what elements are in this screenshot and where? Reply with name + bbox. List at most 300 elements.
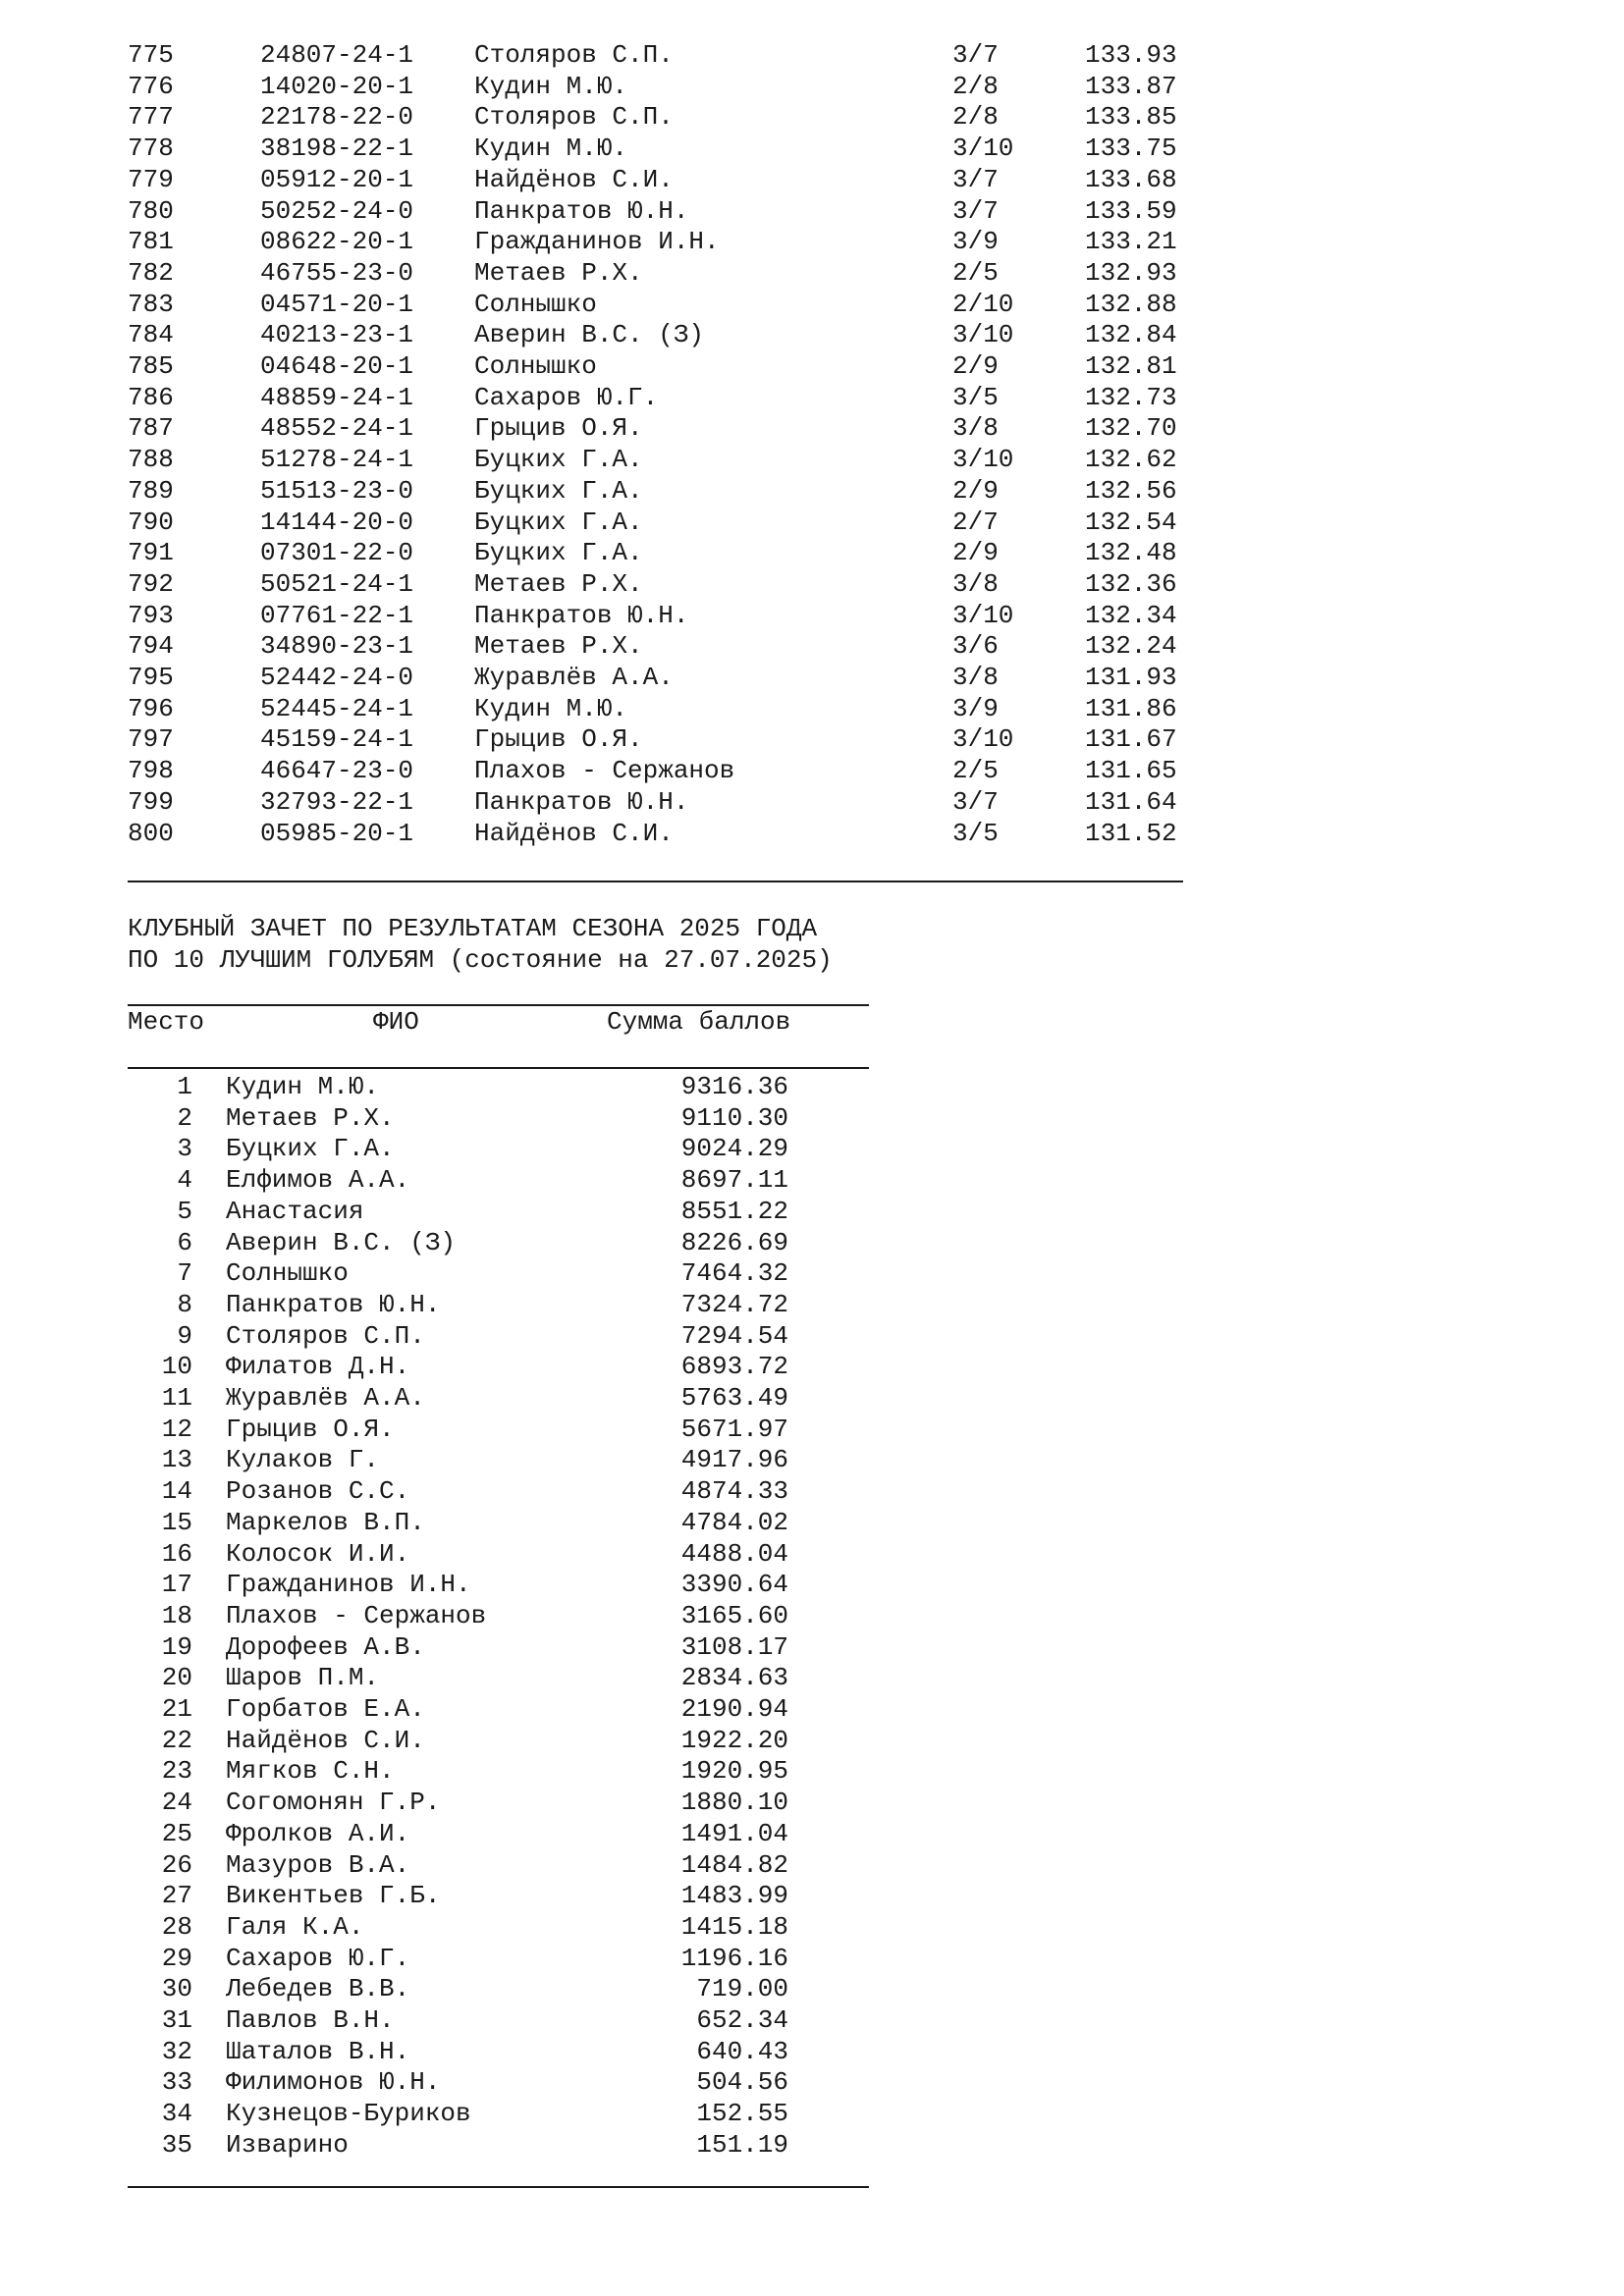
result-ring-id: 14144-20-0 — [260, 507, 414, 537]
result-score: 132.81 — [1085, 351, 1177, 381]
result-number: 775 — [128, 40, 174, 70]
result-owner-name: Аверин В.С. (З) — [474, 320, 705, 350]
club-header-rule-bottom — [128, 1067, 869, 1069]
club-standing-row — [0, 1725, 788, 1756]
results-row — [0, 164, 1177, 195]
result-ring-id: 46755-23-0 — [260, 257, 414, 288]
club-member-name: Горбатов Е.А. — [226, 1694, 425, 1724]
result-fraction: 2/5 — [952, 257, 999, 288]
club-points-sum: 4874.33 — [680, 1476, 788, 1507]
result-fraction: 3/7 — [952, 164, 999, 194]
club-standing-row — [0, 1755, 788, 1787]
club-points-sum: 9024.29 — [680, 1134, 788, 1164]
result-number: 787 — [128, 413, 174, 444]
club-standing-row — [0, 2066, 788, 2098]
club-place: 22 — [161, 1725, 192, 1755]
result-score: 132.56 — [1085, 475, 1177, 506]
results-row — [0, 723, 1177, 755]
club-place: 9 — [177, 1320, 192, 1351]
result-fraction: 2/9 — [952, 351, 999, 381]
club-member-name: Анастасия — [226, 1196, 364, 1226]
result-number: 781 — [128, 227, 174, 257]
result-number: 789 — [128, 475, 174, 506]
club-place: 24 — [161, 1788, 192, 1818]
club-points-sum: 4784.02 — [680, 1507, 788, 1537]
result-ring-id: 32793-22-1 — [260, 786, 414, 817]
result-score: 133.85 — [1085, 102, 1177, 133]
result-score: 133.68 — [1085, 164, 1177, 194]
club-points-sum: 1491.04 — [680, 1818, 788, 1848]
result-score: 131.65 — [1085, 756, 1177, 786]
club-points-sum: 1415.18 — [680, 1911, 788, 1942]
result-owner-name: Буцких Г.А. — [474, 445, 643, 475]
result-owner-name: Буцких Г.А. — [474, 475, 643, 506]
result-ring-id: 07761-22-1 — [260, 600, 414, 630]
club-points-sum: 7324.72 — [680, 1289, 788, 1319]
club-standing-row — [0, 1257, 788, 1289]
club-member-name: Солнышко — [226, 1258, 349, 1289]
results-row — [0, 350, 1177, 382]
club-standing-row — [0, 1880, 788, 1911]
club-points-sum: 504.56 — [696, 2067, 788, 2098]
result-fraction: 3/10 — [952, 320, 1014, 350]
club-points-sum: 6893.72 — [680, 1352, 788, 1382]
club-points-sum: 1484.82 — [680, 1849, 788, 1880]
club-points-sum: 151.19 — [696, 2129, 788, 2160]
result-ring-id: 22178-22-0 — [260, 102, 414, 133]
results-row — [0, 101, 1177, 133]
club-place: 20 — [161, 1663, 192, 1693]
result-ring-id: 52445-24-1 — [260, 693, 414, 723]
result-number: 783 — [128, 289, 174, 319]
result-ring-id: 52442-24-0 — [260, 663, 414, 692]
result-number: 795 — [128, 663, 174, 692]
result-ring-id: 04648-20-1 — [260, 351, 414, 381]
club-place: 5 — [177, 1196, 192, 1226]
club-points-sum: 640.43 — [696, 2036, 788, 2066]
results-row — [0, 257, 1177, 289]
result-ring-id: 14020-20-1 — [260, 71, 414, 101]
club-standing-row — [0, 1911, 788, 1943]
club-place: 21 — [161, 1694, 192, 1724]
club-points-sum: 652.34 — [696, 2005, 788, 2035]
result-ring-id: 05985-20-1 — [260, 818, 414, 848]
club-standing-row — [0, 1818, 788, 1849]
result-ring-id: 04571-20-1 — [260, 289, 414, 319]
result-ring-id: 51513-23-0 — [260, 475, 414, 506]
result-fraction: 3/8 — [952, 568, 999, 599]
result-owner-name: Солнышко — [474, 289, 597, 319]
club-table-bottom-rule — [128, 2186, 869, 2188]
club-member-name: Найдёнов С.И. — [226, 1725, 425, 1755]
result-ring-id: 51278-24-1 — [260, 445, 414, 475]
results-row — [0, 537, 1177, 568]
result-owner-name: Метаев Р.Х. — [474, 568, 643, 599]
result-owner-name: Панкратов Ю.Н. — [474, 600, 689, 630]
result-ring-id: 50521-24-1 — [260, 568, 414, 599]
result-number: 793 — [128, 600, 174, 630]
club-standing-row — [0, 1196, 788, 1227]
club-place: 15 — [161, 1507, 192, 1537]
club-table-header — [0, 1006, 791, 1038]
result-fraction: 3/10 — [952, 133, 1014, 164]
club-standing-row — [0, 2036, 788, 2067]
club-points-sum: 9110.30 — [680, 1102, 788, 1133]
club-standing-row — [0, 1600, 788, 1631]
club-standing-row — [0, 1943, 788, 1974]
club-place: 34 — [161, 2099, 192, 2129]
result-score: 132.54 — [1085, 507, 1177, 537]
results-row — [0, 382, 1177, 413]
result-owner-name: Солнышко — [474, 351, 597, 381]
club-place: 13 — [161, 1445, 192, 1475]
club-points-sum: 9316.36 — [680, 1072, 788, 1101]
result-fraction: 2/5 — [952, 756, 999, 786]
club-place: 1 — [177, 1072, 192, 1101]
club-standing-row — [0, 1538, 788, 1570]
result-fraction: 2/8 — [952, 71, 999, 101]
results-row — [0, 507, 1177, 538]
club-place: 30 — [161, 1974, 192, 2004]
result-fraction: 3/7 — [952, 786, 999, 817]
club-place: 27 — [161, 1881, 192, 1911]
results-row — [0, 662, 1177, 693]
club-points-sum: 5763.49 — [680, 1383, 788, 1413]
club-points-sum: 2190.94 — [680, 1694, 788, 1724]
club-standing-row — [0, 1849, 788, 1881]
club-standing-row — [0, 1351, 788, 1382]
club-place: 17 — [161, 1570, 192, 1600]
result-ring-id: 48552-24-1 — [260, 413, 414, 444]
result-owner-name: Найдёнов С.И. — [474, 164, 674, 194]
club-member-name: Гражданинов И.Н. — [226, 1570, 471, 1600]
result-number: 797 — [128, 724, 174, 755]
club-member-name: Буцких Г.А. — [226, 1134, 395, 1164]
result-number: 782 — [128, 257, 174, 288]
result-number: 792 — [128, 568, 174, 599]
result-ring-id: 07301-22-0 — [260, 538, 414, 568]
result-ring-id: 48859-24-1 — [260, 382, 414, 412]
results-row — [0, 630, 1177, 662]
result-score: 132.73 — [1085, 382, 1177, 412]
result-score: 132.84 — [1085, 320, 1177, 350]
result-score: 132.62 — [1085, 445, 1177, 475]
result-number: 794 — [128, 631, 174, 662]
club-standing-row — [0, 1289, 788, 1320]
club-member-name: Сахаров Ю.Г. — [226, 1943, 410, 1973]
club-member-name: Дорофеев А.В. — [226, 1631, 425, 1662]
club-points-sum: 1920.95 — [680, 1756, 788, 1787]
results-row — [0, 39, 1177, 71]
results-row — [0, 289, 1177, 320]
result-score: 131.67 — [1085, 724, 1177, 755]
result-fraction: 3/8 — [952, 413, 999, 444]
result-number: 786 — [128, 382, 174, 412]
club-place: 31 — [161, 2005, 192, 2035]
result-number: 790 — [128, 507, 174, 537]
club-standing-row — [0, 1382, 788, 1414]
club-place: 16 — [161, 1538, 192, 1569]
result-owner-name: Столяров С.П. — [474, 102, 674, 133]
result-owner-name: Столяров С.П. — [474, 40, 674, 70]
result-score: 131.64 — [1085, 786, 1177, 817]
result-score: 132.34 — [1085, 600, 1177, 630]
club-member-name: Журавлёв А.А. — [226, 1383, 425, 1413]
result-fraction: 3/10 — [952, 724, 1014, 755]
club-standing-row — [0, 2129, 788, 2161]
club-member-name: Елфимов А.А. — [226, 1165, 410, 1196]
result-ring-id: 34890-23-1 — [260, 631, 414, 662]
result-number: 776 — [128, 71, 174, 101]
club-member-name: Плахов - Сержанов — [226, 1600, 487, 1630]
club-standing-row — [0, 1320, 788, 1352]
result-owner-name: Грыцив О.Я. — [474, 724, 643, 755]
result-fraction: 2/9 — [952, 475, 999, 506]
club-points-sum: 5671.97 — [680, 1414, 788, 1444]
club-place: 29 — [161, 1943, 192, 1973]
club-place: 25 — [161, 1818, 192, 1848]
club-points-sum: 152.55 — [696, 2099, 788, 2129]
club-member-name: Фролков А.И. — [226, 1818, 410, 1848]
club-place: 33 — [161, 2067, 192, 2098]
result-fraction: 2/9 — [952, 538, 999, 568]
results-divider — [128, 881, 1183, 882]
results-row — [0, 568, 1177, 600]
result-owner-name: Буцких Г.А. — [474, 507, 643, 537]
club-standing-row — [0, 2098, 788, 2129]
club-member-name: Шаров П.М. — [226, 1663, 380, 1693]
result-fraction: 2/10 — [952, 289, 1014, 319]
results-row — [0, 226, 1177, 257]
club-title-line-2: ПО 10 ЛУЧШИМ ГОЛУБЯМ (состояние на 27.07.2025) — [128, 945, 833, 975]
club-place: 6 — [177, 1227, 192, 1257]
result-score: 132.93 — [1085, 257, 1177, 288]
results-row — [0, 786, 1177, 818]
club-place: 32 — [161, 2036, 192, 2066]
header-sum: Сумма баллов — [607, 1007, 791, 1037]
club-member-name: Столяров С.П. — [226, 1320, 425, 1351]
club-member-name: Шаталов В.Н. — [226, 2036, 410, 2066]
result-fraction: 3/9 — [952, 693, 999, 723]
result-score: 132.88 — [1085, 289, 1177, 319]
club-standing-row — [0, 1662, 788, 1693]
club-member-name: Панкратов Ю.Н. — [226, 1289, 441, 1319]
result-score: 132.70 — [1085, 413, 1177, 444]
header-place: Место — [128, 1007, 205, 1037]
club-points-sum: 1483.99 — [680, 1881, 788, 1911]
results-row — [0, 195, 1177, 227]
result-fraction: 3/9 — [952, 227, 999, 257]
club-points-sum: 7464.32 — [680, 1258, 788, 1289]
club-points-sum: 8697.11 — [680, 1165, 788, 1196]
club-points-sum: 1880.10 — [680, 1788, 788, 1818]
club-standing-row — [0, 1475, 788, 1507]
club-member-name: Кудин М.Ю. — [226, 1072, 380, 1101]
club-place: 12 — [161, 1414, 192, 1444]
club-member-name: Аверин В.С. (З) — [226, 1227, 457, 1257]
club-member-name: Викентьев Г.Б. — [226, 1881, 441, 1911]
result-number: 798 — [128, 756, 174, 786]
results-row — [0, 600, 1177, 631]
results-row — [0, 412, 1177, 444]
club-standing-row — [0, 1164, 788, 1196]
result-ring-id: 46647-23-0 — [260, 756, 414, 786]
result-owner-name: Сахаров Ю.Г. — [474, 382, 659, 412]
club-points-sum: 1196.16 — [680, 1943, 788, 1973]
club-place: 23 — [161, 1756, 192, 1787]
result-score: 133.93 — [1085, 40, 1177, 70]
club-place: 7 — [177, 1258, 192, 1289]
result-fraction: 3/6 — [952, 631, 999, 662]
result-owner-name: Гражданинов И.Н. — [474, 227, 720, 257]
club-member-name: Кулаков Г. — [226, 1445, 380, 1475]
results-row — [0, 133, 1177, 164]
result-owner-name: Журавлёв А.А. — [474, 663, 674, 692]
club-points-sum: 4488.04 — [680, 1538, 788, 1569]
club-member-name: Галя К.А. — [226, 1911, 364, 1942]
club-points-sum: 8551.22 — [680, 1196, 788, 1226]
club-member-name: Павлов В.Н. — [226, 2005, 395, 2035]
club-place: 3 — [177, 1134, 192, 1164]
result-ring-id: 24807-24-1 — [260, 40, 414, 70]
result-number: 784 — [128, 320, 174, 350]
result-ring-id: 50252-24-0 — [260, 195, 414, 226]
club-standing-row — [0, 1693, 788, 1725]
result-owner-name: Кудин М.Ю. — [474, 71, 628, 101]
result-ring-id: 40213-23-1 — [260, 320, 414, 350]
result-owner-name: Найдёнов С.И. — [474, 818, 674, 848]
result-number: 799 — [128, 786, 174, 817]
club-standing-row — [0, 1227, 788, 1258]
club-title-line-1: КЛУБНЫЙ ЗАЧЕТ ПО РЕЗУЛЬТАТАМ СЕЗОНА 2025 ГОДА — [128, 914, 818, 943]
result-ring-id: 08622-20-1 — [260, 227, 414, 257]
result-owner-name: Грыцив О.Я. — [474, 413, 643, 444]
club-standing-row — [0, 1102, 788, 1134]
result-score: 132.24 — [1085, 631, 1177, 662]
result-owner-name: Метаев Р.Х. — [474, 631, 643, 662]
club-place: 4 — [177, 1165, 192, 1196]
result-number: 777 — [128, 102, 174, 133]
club-points-sum: 8226.69 — [680, 1227, 788, 1257]
result-score: 131.86 — [1085, 693, 1177, 723]
results-row — [0, 444, 1177, 475]
header-name: ФИО — [373, 1007, 419, 1037]
result-fraction: 3/7 — [952, 40, 999, 70]
club-place: 26 — [161, 1849, 192, 1880]
club-standing-row — [0, 1569, 788, 1600]
club-standing-row — [0, 1071, 788, 1102]
club-member-name: Маркелов В.П. — [226, 1507, 425, 1537]
result-number: 800 — [128, 818, 174, 848]
club-standing-row — [0, 1133, 788, 1164]
result-fraction: 3/5 — [952, 818, 999, 848]
result-fraction: 3/7 — [952, 195, 999, 226]
club-place: 18 — [161, 1600, 192, 1630]
club-standing-row — [0, 1444, 788, 1475]
club-standing-row — [0, 1973, 788, 2004]
result-ring-id: 45159-24-1 — [260, 724, 414, 755]
club-member-name: Изварино — [226, 2129, 349, 2160]
club-standing-row — [0, 2004, 788, 2036]
result-owner-name: Кудин М.Ю. — [474, 133, 628, 164]
club-points-sum: 719.00 — [696, 1974, 788, 2004]
club-place: 11 — [161, 1383, 192, 1413]
results-row — [0, 71, 1177, 102]
club-points-sum: 4917.96 — [680, 1445, 788, 1475]
club-points-sum: 2834.63 — [680, 1663, 788, 1693]
result-score: 131.52 — [1085, 818, 1177, 848]
club-points-sum: 1922.20 — [680, 1725, 788, 1755]
result-number: 779 — [128, 164, 174, 194]
club-member-name: Мазуров В.А. — [226, 1849, 410, 1880]
results-row — [0, 693, 1177, 724]
result-ring-id: 38198-22-1 — [260, 133, 414, 164]
club-place: 19 — [161, 1631, 192, 1662]
result-fraction: 3/10 — [952, 600, 1014, 630]
club-place: 14 — [161, 1476, 192, 1507]
club-member-name: Мягков С.Н. — [226, 1756, 395, 1787]
result-number: 791 — [128, 538, 174, 568]
club-points-sum: 3165.60 — [680, 1600, 788, 1630]
result-score: 132.36 — [1085, 568, 1177, 599]
result-number: 780 — [128, 195, 174, 226]
result-score: 133.87 — [1085, 71, 1177, 101]
result-fraction: 3/10 — [952, 445, 1014, 475]
result-score: 131.93 — [1085, 663, 1177, 692]
club-member-name: Грыцив О.Я. — [226, 1414, 395, 1444]
result-owner-name: Буцких Г.А. — [474, 538, 643, 568]
result-score: 132.48 — [1085, 538, 1177, 568]
results-row — [0, 475, 1177, 507]
club-place: 10 — [161, 1352, 192, 1382]
result-number: 796 — [128, 693, 174, 723]
club-standing-row — [0, 1787, 788, 1818]
club-member-name: Согомонян Г.Р. — [226, 1788, 441, 1818]
result-fraction: 3/8 — [952, 663, 999, 692]
club-place: 28 — [161, 1911, 192, 1942]
club-member-name: Филатов Д.Н. — [226, 1352, 410, 1382]
result-score: 133.59 — [1085, 195, 1177, 226]
club-member-name: Кузнецов-Буриков — [226, 2099, 471, 2129]
result-fraction: 2/8 — [952, 102, 999, 133]
club-place: 35 — [161, 2129, 192, 2160]
club-points-sum: 3390.64 — [680, 1570, 788, 1600]
club-member-name: Розанов С.С. — [226, 1476, 410, 1507]
result-owner-name: Метаев Р.Х. — [474, 257, 643, 288]
club-member-name: Метаев Р.Х. — [226, 1102, 395, 1133]
results-row — [0, 818, 1177, 849]
club-standing-row — [0, 1631, 788, 1663]
club-standing-row — [0, 1414, 788, 1445]
result-number: 785 — [128, 351, 174, 381]
club-member-name: Филимонов Ю.Н. — [226, 2067, 441, 2098]
result-ring-id: 05912-20-1 — [260, 164, 414, 194]
result-score: 133.21 — [1085, 227, 1177, 257]
result-owner-name: Плахов - Сержанов — [474, 756, 735, 786]
result-owner-name: Кудин М.Ю. — [474, 693, 628, 723]
result-number: 778 — [128, 133, 174, 164]
club-standing-row — [0, 1507, 788, 1538]
club-place: 2 — [177, 1102, 192, 1133]
result-fraction: 2/7 — [952, 507, 999, 537]
results-row — [0, 755, 1177, 786]
result-owner-name: Панкратов Ю.Н. — [474, 786, 689, 817]
result-fraction: 3/5 — [952, 382, 999, 412]
result-owner-name: Панкратов Ю.Н. — [474, 195, 689, 226]
club-place: 8 — [177, 1289, 192, 1319]
club-member-name: Колосок И.И. — [226, 1538, 410, 1569]
club-points-sum: 7294.54 — [680, 1320, 788, 1351]
